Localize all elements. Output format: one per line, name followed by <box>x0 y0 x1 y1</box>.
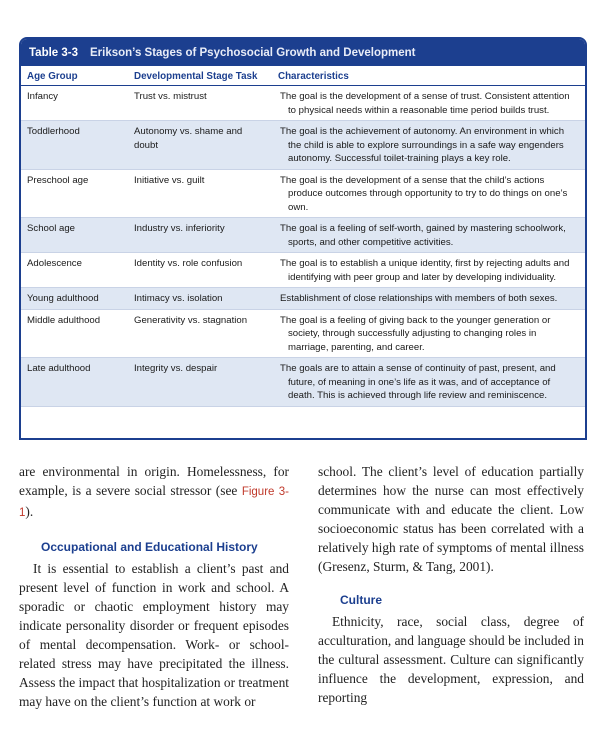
characteristics-cell <box>272 253 585 288</box>
left-column <box>19 462 289 711</box>
stages-table <box>21 66 585 407</box>
table-row <box>21 288 585 310</box>
age-group-cell-text: Middle adulthood <box>27 314 101 326</box>
characteristics-cell-text: The goal is the achievement of autonomy. An environment in which the child is able to explore surroundings in a safe way engenders autonomy. Successful toilet-training plays a key role. <box>280 126 565 164</box>
table-row <box>21 358 585 407</box>
age-group-cell-text: Young adulthood <box>27 293 99 304</box>
stage-task-cell <box>128 121 272 170</box>
header-age-group: Age Group <box>21 66 128 86</box>
characteristics-cell-text: The goal is to establish a unique identity, first by rejecting adults and identifying with peer group and later by developing individuality. <box>280 258 570 283</box>
characteristics-cell-text: The goals are to attain a sense of continuity of past, present, and future, of meaning in one’s life as it was, and of acceptance of death. This is achieved through life review and reminiscence. <box>280 363 556 401</box>
figure-reference-link[interactable]: Figure 3-1 <box>19 486 289 519</box>
stage-task-cell-text: Autonomy vs. shame and doubt <box>134 126 243 151</box>
age-group-cell <box>21 169 128 218</box>
stage-task-cell-text: Generativity vs. stagnation <box>134 314 248 326</box>
stage-task-cell-text: Industry vs. inferiority <box>134 223 225 234</box>
age-group-cell <box>21 309 128 358</box>
left-paragraph-1-end: ). <box>25 504 34 519</box>
header-characteristics: Characteristics <box>272 66 585 86</box>
characteristics-cell <box>272 169 585 218</box>
right-column <box>318 462 584 707</box>
stage-task-cell-text: Integrity vs. despair <box>134 363 218 374</box>
stage-task-cell <box>128 169 272 218</box>
erikson-stages-table <box>19 37 587 440</box>
age-group-cell-text: Adolescence <box>27 258 82 269</box>
characteristics-cell <box>272 358 585 407</box>
characteristics-cell <box>272 218 585 253</box>
age-group-cell <box>21 121 128 170</box>
table-body <box>21 86 585 407</box>
table-title: Erikson’s Stages of Psychosocial Growth and Development <box>90 46 416 59</box>
stage-task-cell <box>128 309 272 358</box>
age-group-cell <box>21 358 128 407</box>
right-paragraph-1: school. The client’s level of education partially determines how the nurse can most effectively communicate with and educate the client. Low socioeconomic status has been correlated with a relatively high rate of symptoms of mental illness (Gresenz, Sturm, & Tang, 2001). <box>318 464 584 574</box>
table-row <box>21 309 585 358</box>
left-paragraph-1 <box>19 462 289 523</box>
left-paragraph-1-text: are environmental in origin. Homelessness, for example, is a severe social stressor (see <box>19 464 289 498</box>
stage-task-cell <box>128 358 272 407</box>
table-row <box>21 218 585 253</box>
table-title-bar <box>21 39 585 66</box>
age-group-cell <box>21 253 128 288</box>
age-group-cell <box>21 218 128 253</box>
characteristics-cell-text: Establishment of close relationships with members of both sexes. <box>280 293 558 304</box>
table-number: Table 3-3 <box>29 46 78 59</box>
stage-task-cell-text: Intimacy vs. isolation <box>134 293 223 304</box>
characteristics-cell-text: The goal is a feeling of giving back to the younger generation or society, through successfully adjusting to changing roles in marriage, parenting, and career. <box>280 314 551 353</box>
stage-task-cell <box>128 253 272 288</box>
header-stage-task: Developmental Stage Task <box>128 66 272 86</box>
right-paragraph-2: Ethnicity, race, social class, degree of acculturation, and language should be included in the cultural assessment. Culture can significantly influence the development, expression, and reporting <box>318 614 584 705</box>
table-row <box>21 253 585 288</box>
culture-heading: Culture <box>340 593 382 607</box>
characteristics-cell-text: The goal is a feeling of self-worth, gained by mastering schoolwork, sports, and other competitive activities. <box>280 223 566 248</box>
characteristics-cell-text: The goal is the development of a sense that the child’s actions produce outcomes through opportunity to try to do things on one’s own. <box>280 174 568 213</box>
characteristics-cell <box>272 288 585 310</box>
stage-task-cell-text: Trust vs. mistrust <box>134 91 207 102</box>
occupational-history-heading: Occupational and Educational History <box>41 540 258 554</box>
table-header-row <box>21 66 585 86</box>
stage-task-cell-text: Initiative vs. guilt <box>134 174 205 186</box>
characteristics-cell <box>272 86 585 121</box>
table-row <box>21 121 585 170</box>
characteristics-cell <box>272 121 585 170</box>
characteristics-cell <box>272 309 585 358</box>
table-row <box>21 169 585 218</box>
age-group-cell-text: School age <box>27 223 76 234</box>
stage-task-cell <box>128 288 272 310</box>
age-group-cell-text: Late adulthood <box>27 363 91 374</box>
age-group-cell-text: Infancy <box>27 91 58 102</box>
age-group-cell <box>21 86 128 121</box>
age-group-cell-text: Preschool age <box>27 174 89 186</box>
characteristics-cell-text: The goal is the development of a sense of trust. Consistent attention to physical needs within a reasonable time period builds trust. <box>280 91 570 116</box>
age-group-cell <box>21 288 128 310</box>
stage-task-cell <box>128 86 272 121</box>
stage-task-cell-text: Identity vs. role confusion <box>134 258 243 269</box>
age-group-cell-text: Toddlerhood <box>27 126 80 137</box>
left-paragraph-2: It is essential to establish a client’s past and present level of function in work and school. A sporadic or chaotic employment history may indicate personality disorder or frequent episodes of mental decompensation. Work- or school-related stress may have precipitated the illness. Assess the impact that hospitalization or treatment may have on the client’s function at work or <box>19 561 289 709</box>
table-row <box>21 86 585 121</box>
stage-task-cell <box>128 218 272 253</box>
